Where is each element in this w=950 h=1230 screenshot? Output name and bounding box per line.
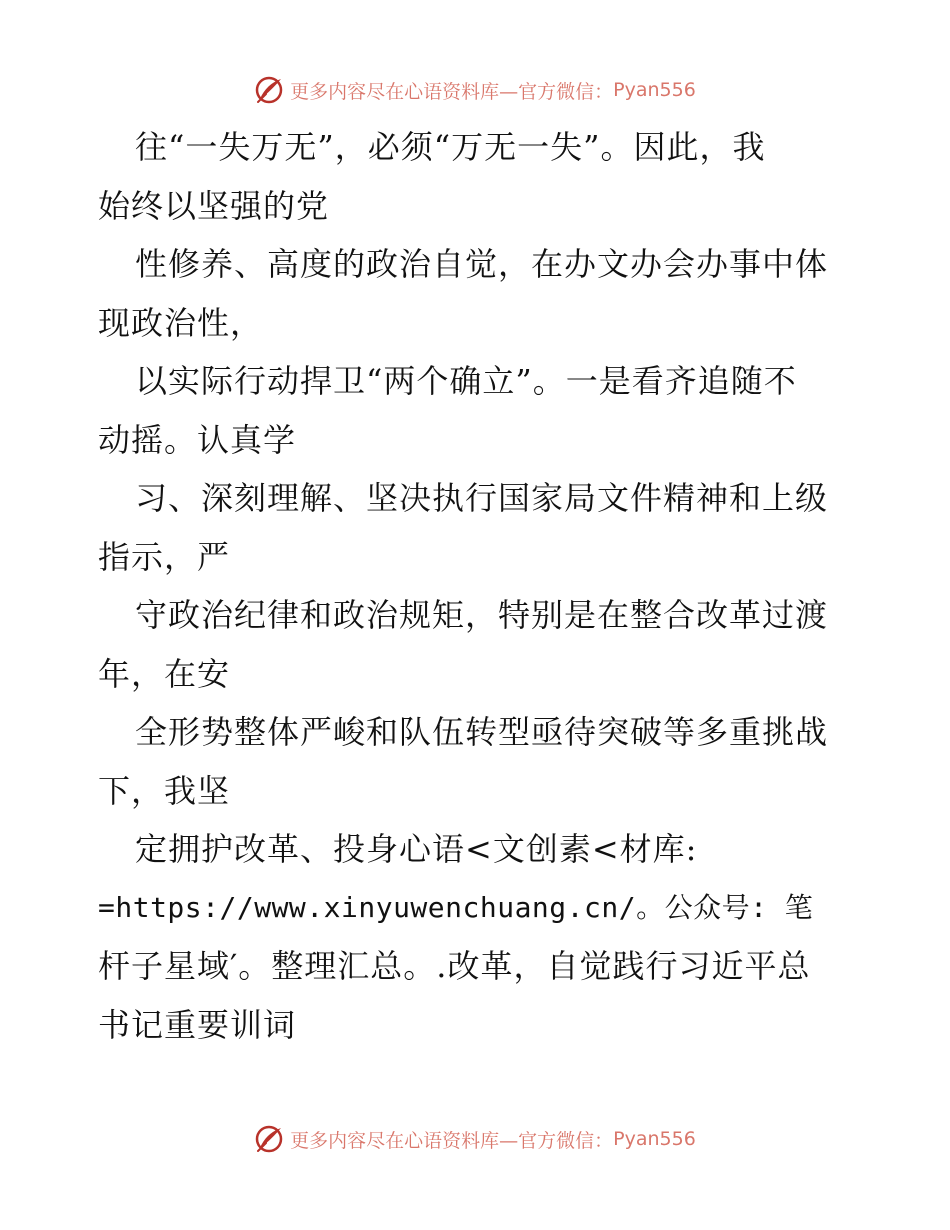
body-line: 现政治性，: [98, 303, 264, 342]
body-line: 以实际行动捍卫“两个确立”。一是看齐追随不: [135, 362, 797, 400]
body-line: 书记重要训词: [98, 1005, 297, 1044]
header-watermark-banner: [0, 73, 950, 107]
body-line: 习、深刻理解、坚决执行国家局文件精神和上级: [135, 479, 829, 517]
body-line: 往“一失万无”，必须“万无一失”。因此，我: [135, 128, 766, 166]
document-body: [98, 118, 868, 1054]
body-line: 性修养、高度的政治自觉，在办文办会办事中体: [135, 245, 829, 283]
feather-pen-logo-icon: [254, 75, 284, 105]
body-line: 定拥护改革、投身心语<文创素<材库:: [135, 830, 698, 868]
body-line-url: =https://www.xinyuwenchuang.cn/。公众号: 笔: [98, 890, 814, 924]
body-line: 年，在安: [98, 654, 231, 693]
body-line: 全形势整体严峻和队伍转型亟待突破等多重挑战: [135, 713, 829, 751]
body-line: 始终以坚强的党: [98, 186, 330, 225]
banner-text: 更多内容尽在心语资料库—官方微信：: [290, 80, 614, 103]
body-line: 指示，严: [98, 537, 231, 576]
body-line: 杆子星域′。整理汇总。.改革，自觉践行习近平总: [98, 947, 811, 985]
banner-wechat-id: Pyan556: [613, 79, 696, 101]
footer-watermark-banner: [0, 1122, 950, 1156]
banner-wechat-id: Pyan556: [613, 1128, 696, 1150]
feather-pen-logo-icon: [254, 1124, 284, 1154]
body-line: 下，我坚: [98, 771, 231, 810]
banner-text: 更多内容尽在心语资料库—官方微信：: [290, 1129, 614, 1152]
body-line: 守政治纪律和政治规矩，特别是在整合改革过渡: [135, 596, 829, 634]
body-line: 动摇。认真学: [98, 420, 297, 459]
